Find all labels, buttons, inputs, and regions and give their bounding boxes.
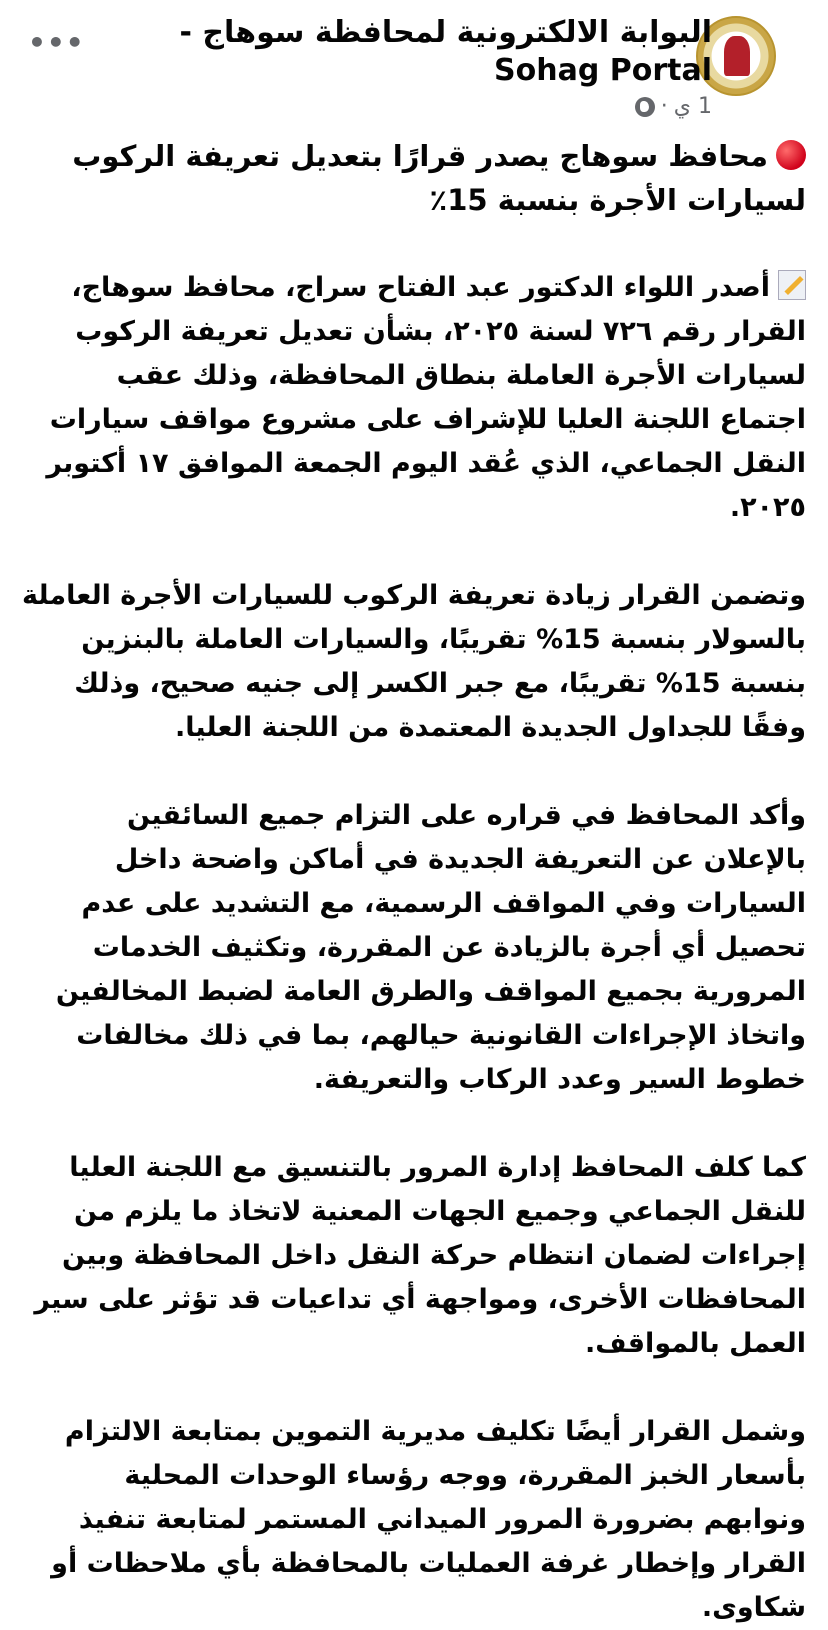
post-header [0,0,828,122]
page-name-link[interactable]: البوابة الالكترونية لمحافظة سوهاج - Sohag Portal [179,15,712,88]
post-title: محافظ سوهاج يصدر قرارًا بتعديل تعريفة الركوب لسيارات الأجرة بنسبة 15٪ [72,139,806,217]
post-paragraph [22,266,806,530]
post-paragraph: وشمل القرار أيضًا تكليف مديرية التموين بمتابعة الالتزام بأسعار الخبز المقررة، ووجه رؤساء الوحدات المحلية ونوابهم بضرورة المرور الميداني المستمر لمتابعة تنفيذ القرار وإخطار غرفة العمليات بالمحافظة بأي ملاحظات أو شكاوى. [51,1416,806,1623]
post-paragraph: كما كلف المحافظ إدارة المرور بالتنسيق مع اللجنة العليا للنقل الجماعي وجميع الجهات المعنية لاتخاذ ما يلزم من إجراءات لضمان انتظام حركة النقل داخل المحافظة وبين المحافظات الأخرى، ومواجهة أي تداعيات قد تؤثر على سير العمل بالمواقف. [34,1152,806,1359]
red-circle-icon [776,140,806,170]
memo-icon [778,270,806,300]
globe-icon [635,97,655,117]
post-title-line [22,134,806,222]
post-time[interactable]: 1 ي [673,94,712,119]
post-body [0,122,828,1630]
logo-emblem-icon [724,36,750,76]
meta-separator: · [660,94,668,119]
paragraph-text: أصدر اللواء الدكتور عبد الفتاح سراج، محافظ سوهاج، القرار رقم ٧٢٦ لسنة ٢٠٢٥، بشأن تعديل تعريفة الركوب لسيارات الأجرة العاملة بنطاق المحافظة، وذلك عقب اجتماع اللجنة العليا للإشراف على مشروع مواقف سيارات النقل الجماعي، الذي عُقد اليوم الجمعة الموافق ١٧ أكتوبر ٢٠٢٥. [46,272,806,523]
more-options-button[interactable]: ••• [28,26,85,59]
post-meta [635,94,712,119]
post-paragraph: وأكد المحافظ في قراره على التزام جميع السائقين بالإعلان عن التعريفة الجديدة في أماكن واضحة داخل السيارات وفي المواقف الرسمية، مع التشديد على عدم تحصيل أي أجرة بالزيادة عن المقررة، وتكثيف الخدمات المرورية بجميع المواقف والطرق العامة لضبط المخالفين واتخاذ الإجراءات القانونية حيالهم، بما في ذلك مخالفات خطوط السير وعدد الركاب والتعريفة. [55,800,806,1095]
post-paragraph: وتضمن القرار زيادة تعريفة الركوب للسيارات الأجرة العاملة بالسولار بنسبة 15% تقريبًا، والسيارات العاملة بالبنزين بنسبة 15% تقريبًا، مع جبر الكسر إلى جنيه صحيح، وذلك وفقًا للجداول الجديدة المعتمدة من اللجنة العليا. [22,580,806,743]
